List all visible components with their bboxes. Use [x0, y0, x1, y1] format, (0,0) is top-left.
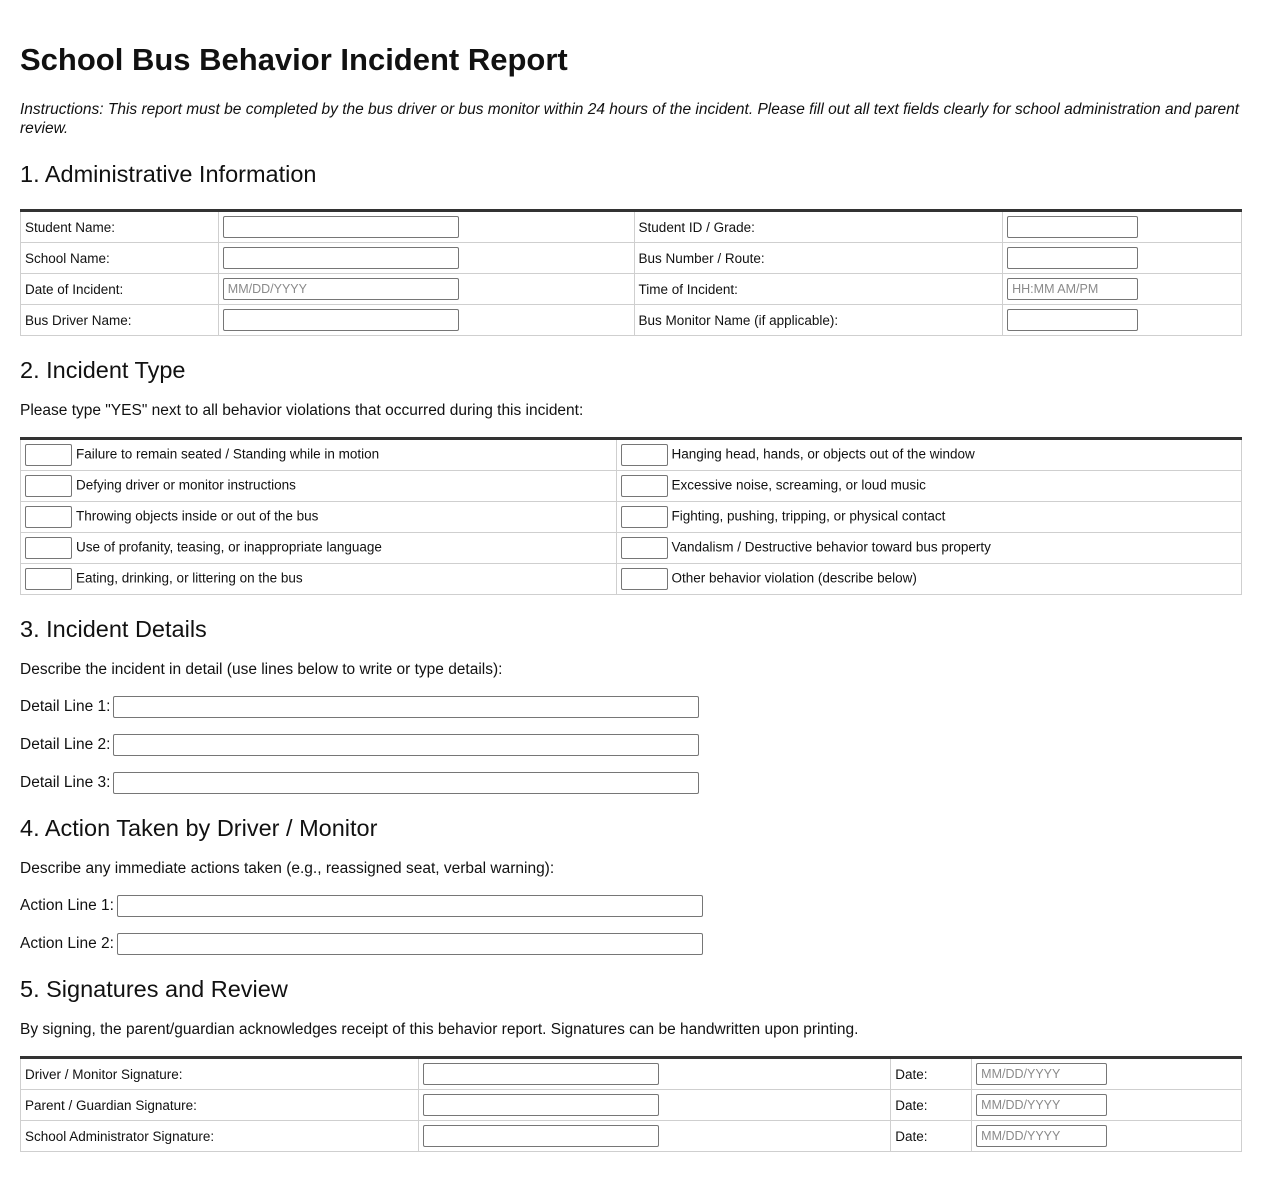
violation-label: Eating, drinking, or littering on the bus: [76, 570, 303, 586]
table-row: [21, 564, 1242, 595]
date-of-incident-label: Date of Incident:: [21, 274, 219, 305]
table-row: [21, 439, 1242, 471]
student-name-label: Student Name:: [21, 211, 219, 243]
violation-yes-field[interactable]: [621, 475, 668, 497]
table-row: [21, 1090, 1242, 1121]
action-line-field[interactable]: [117, 933, 703, 955]
date-of-incident-field[interactable]: MM/DD/YYYY: [223, 278, 459, 300]
violation-yes-field[interactable]: [621, 444, 668, 466]
action-line-label: Action Line 1:: [20, 897, 114, 914]
date-label: Date:: [891, 1058, 972, 1090]
violation-yes-field[interactable]: [25, 537, 72, 559]
action-line-row: [20, 933, 1242, 955]
bus-driver-name-label: Bus Driver Name:: [21, 305, 219, 336]
action-line-label: Action Line 2:: [20, 935, 114, 952]
section-5-lead: By signing, the parent/guardian acknowledges receipt of this behavior report. Signatures can be handwritten upon printing.: [20, 1021, 859, 1038]
signatures-table: [20, 1056, 1242, 1152]
signature-field[interactable]: [423, 1094, 659, 1116]
violation-label: Hanging head, hands, or objects out of the window: [671, 446, 975, 462]
date-label: Date:: [891, 1121, 972, 1152]
violation-yes-field[interactable]: [621, 537, 668, 559]
section-1-heading: 1. Administrative Information: [20, 161, 317, 187]
violation-yes-field[interactable]: [25, 568, 72, 590]
table-row: [21, 274, 1242, 305]
signature-date-field[interactable]: MM/DD/YYYY: [976, 1125, 1107, 1147]
violation-yes-field[interactable]: [621, 506, 668, 528]
signature-field[interactable]: [423, 1063, 659, 1085]
admin-info-table: [20, 209, 1242, 336]
table-row: [21, 211, 1242, 243]
section-5-heading: 5. Signatures and Review: [20, 976, 288, 1002]
detail-line-field[interactable]: [113, 734, 699, 756]
student-name-field[interactable]: [223, 216, 459, 238]
section-2-heading: 2. Incident Type: [20, 357, 186, 383]
detail-line-field[interactable]: [113, 772, 699, 794]
instructions-text: Instructions: This report must be completed by the bus driver or bus monitor within 24 hours of the incident. Please fill out all text fields clearly for school administration and parent review.: [20, 101, 1240, 137]
bus-number-route-field[interactable]: [1007, 247, 1138, 269]
detail-line-row: [20, 734, 1242, 756]
table-row: [21, 243, 1242, 274]
violation-yes-field[interactable]: [621, 568, 668, 590]
detail-line-label: Detail Line 3:: [20, 774, 111, 791]
violation-label: Failure to remain seated / Standing while in motion: [76, 446, 380, 462]
section-4-lead: Describe any immediate actions taken (e.g., reassigned seat, verbal warning):: [20, 860, 555, 877]
detail-line-field[interactable]: [113, 696, 699, 718]
page-title: School Bus Behavior Incident Report: [20, 42, 568, 77]
time-of-incident-field[interactable]: HH:MM AM/PM: [1007, 278, 1138, 300]
detail-line-row: [20, 696, 1242, 718]
signature-field[interactable]: [423, 1125, 659, 1147]
table-row: [21, 533, 1242, 564]
violation-label: Excessive noise, screaming, or loud music: [671, 477, 926, 493]
section-3-lead: Describe the incident in detail (use lines below to write or type details):: [20, 661, 503, 678]
table-row: [21, 502, 1242, 533]
violation-yes-field[interactable]: [25, 444, 72, 466]
time-of-incident-label: Time of Incident:: [634, 274, 1003, 305]
table-row: [21, 305, 1242, 336]
violation-label: Fighting, pushing, tripping, or physical contact: [671, 508, 946, 524]
signature-label: Driver / Monitor Signature:: [21, 1058, 419, 1090]
bus-driver-name-field[interactable]: [223, 309, 459, 331]
bus-monitor-name-label: Bus Monitor Name (if applicable):: [634, 305, 1003, 336]
detail-line-label: Detail Line 1:: [20, 698, 111, 715]
incident-type-table: [20, 437, 1242, 595]
action-line-row: [20, 895, 1242, 917]
section-2-lead: Please type "YES" next to all behavior violations that occurred during this incident:: [20, 402, 584, 419]
detail-line-row: [20, 772, 1242, 794]
violation-label: Use of profanity, teasing, or inappropriate language: [76, 539, 382, 555]
violation-label: Other behavior violation (describe below): [671, 570, 917, 586]
signature-label: School Administrator Signature:: [21, 1121, 419, 1152]
violation-label: Defying driver or monitor instructions: [76, 477, 296, 493]
signature-date-field[interactable]: MM/DD/YYYY: [976, 1094, 1107, 1116]
violation-label: Vandalism / Destructive behavior toward bus property: [671, 539, 991, 555]
signature-label: Parent / Guardian Signature:: [21, 1090, 419, 1121]
table-row: [21, 1121, 1242, 1152]
student-id-grade-label: Student ID / Grade:: [634, 211, 1003, 243]
bus-monitor-name-field[interactable]: [1007, 309, 1138, 331]
table-row: [21, 1058, 1242, 1090]
violation-yes-field[interactable]: [25, 506, 72, 528]
section-3-heading: 3. Incident Details: [20, 616, 207, 642]
section-4-heading: 4. Action Taken by Driver / Monitor: [20, 815, 378, 841]
bus-number-route-label: Bus Number / Route:: [634, 243, 1003, 274]
detail-line-label: Detail Line 2:: [20, 736, 111, 753]
school-name-label: School Name:: [21, 243, 219, 274]
school-name-field[interactable]: [223, 247, 459, 269]
signature-date-field[interactable]: MM/DD/YYYY: [976, 1063, 1107, 1085]
action-line-field[interactable]: [117, 895, 703, 917]
violation-label: Throwing objects inside or out of the bus: [76, 508, 319, 524]
violation-yes-field[interactable]: [25, 475, 72, 497]
student-id-grade-field[interactable]: [1007, 216, 1138, 238]
table-row: [21, 471, 1242, 502]
date-label: Date:: [891, 1090, 972, 1121]
